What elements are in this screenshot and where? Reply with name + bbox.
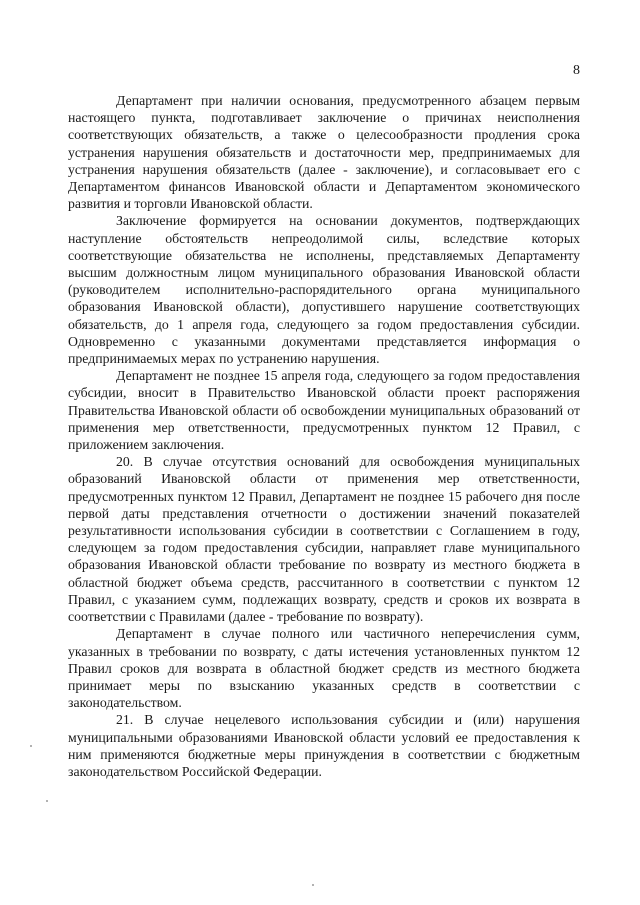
scan-speck xyxy=(46,800,48,802)
scan-speck xyxy=(30,745,32,747)
document-body xyxy=(68,92,580,780)
paragraph-recovery-measures: Департамент в случае полного или частичного неперечисления сумм, указанных в требовании по возврату, с даты истечения установленных пунктом 12 Правил сроков для возврата в областной бюджет средств из местного бюджета принимает меры по взысканию указанных средств в соответствии с законодательством. xyxy=(68,626,580,711)
scan-speck xyxy=(312,884,314,886)
paragraph-department-conclusion: Департамент при наличии основания, предусмотренного абзацем первым настоящего пункта, подготавливает заключение о причинах неисполнения соответствующих обязательств, а также о целесообразности продления срока устранения нарушения обязательств и достаточности мер, предпринимаемых для устранения нарушения обязательств (далее - заключение), и согласовывает его с Департаментом финансов Ивановской области и Департаментом экономического развития и торговли Ивановской области. xyxy=(68,93,580,212)
paragraph-clause-21: 21. В случае нецелевого использования субсидии и (или) нарушения муниципальными образованиями Ивановской области условий ее предоставления к ним применяются бюджетные меры принуждения в соответствии с бюджетным законодательством Российской Федерации. xyxy=(68,712,580,779)
paragraph-draft-order: Департамент не позднее 15 апреля года, следующего за годом предоставления субсидии, вносит в Правительство Ивановской области проект распоряжения Правительства Ивановской области об освобождении муниципальных образований от применения мер ответственности, предусмотренных пунктом 12 Правил, с приложением заключения. xyxy=(68,368,580,453)
paragraph-conclusion-basis: Заключение формируется на основании документов, подтверждающих наступление обстоятельств непреодолимой силы, вследствие которых соответствующие обязательства не исполнены, представляемых Департаменту высшим должностным лицом муниципального образования Ивановской области (руководителем исполнительно-распорядительного органа муниципального образования Ивановской области), допустившего нарушение соответствующих обязательств, до 1 апреля года, следующего за годом предоставления субсидии. Одновременно с указанными документами представляется информация о предпринимаемых мерах по устранению нарушения. xyxy=(68,213,580,367)
paragraph-clause-20: 20. В случае отсутствия оснований для освобождения муниципальных образований Ивановской области от применения мер ответственности, предусмотренных пунктом 12 Правил, Департамент не позднее 15 рабочего дня после первой даты представления отчетности о достижении значений показателей результативности использования субсидии в соответствии с Соглашением в году, следующем за годом предоставления субсидии, направляет главе муниципального образования Ивановской области требование по возврату из местного бюджета в областной бюджет объема средств, рассчитанного в соответствии с пунктом 12 Правил, с указанием сумм, подлежащих возврату, средств и сроков их возврата в соответствии с Правилами (далее - требование по возврату). xyxy=(68,454,580,625)
page-number: 8 xyxy=(573,63,580,78)
